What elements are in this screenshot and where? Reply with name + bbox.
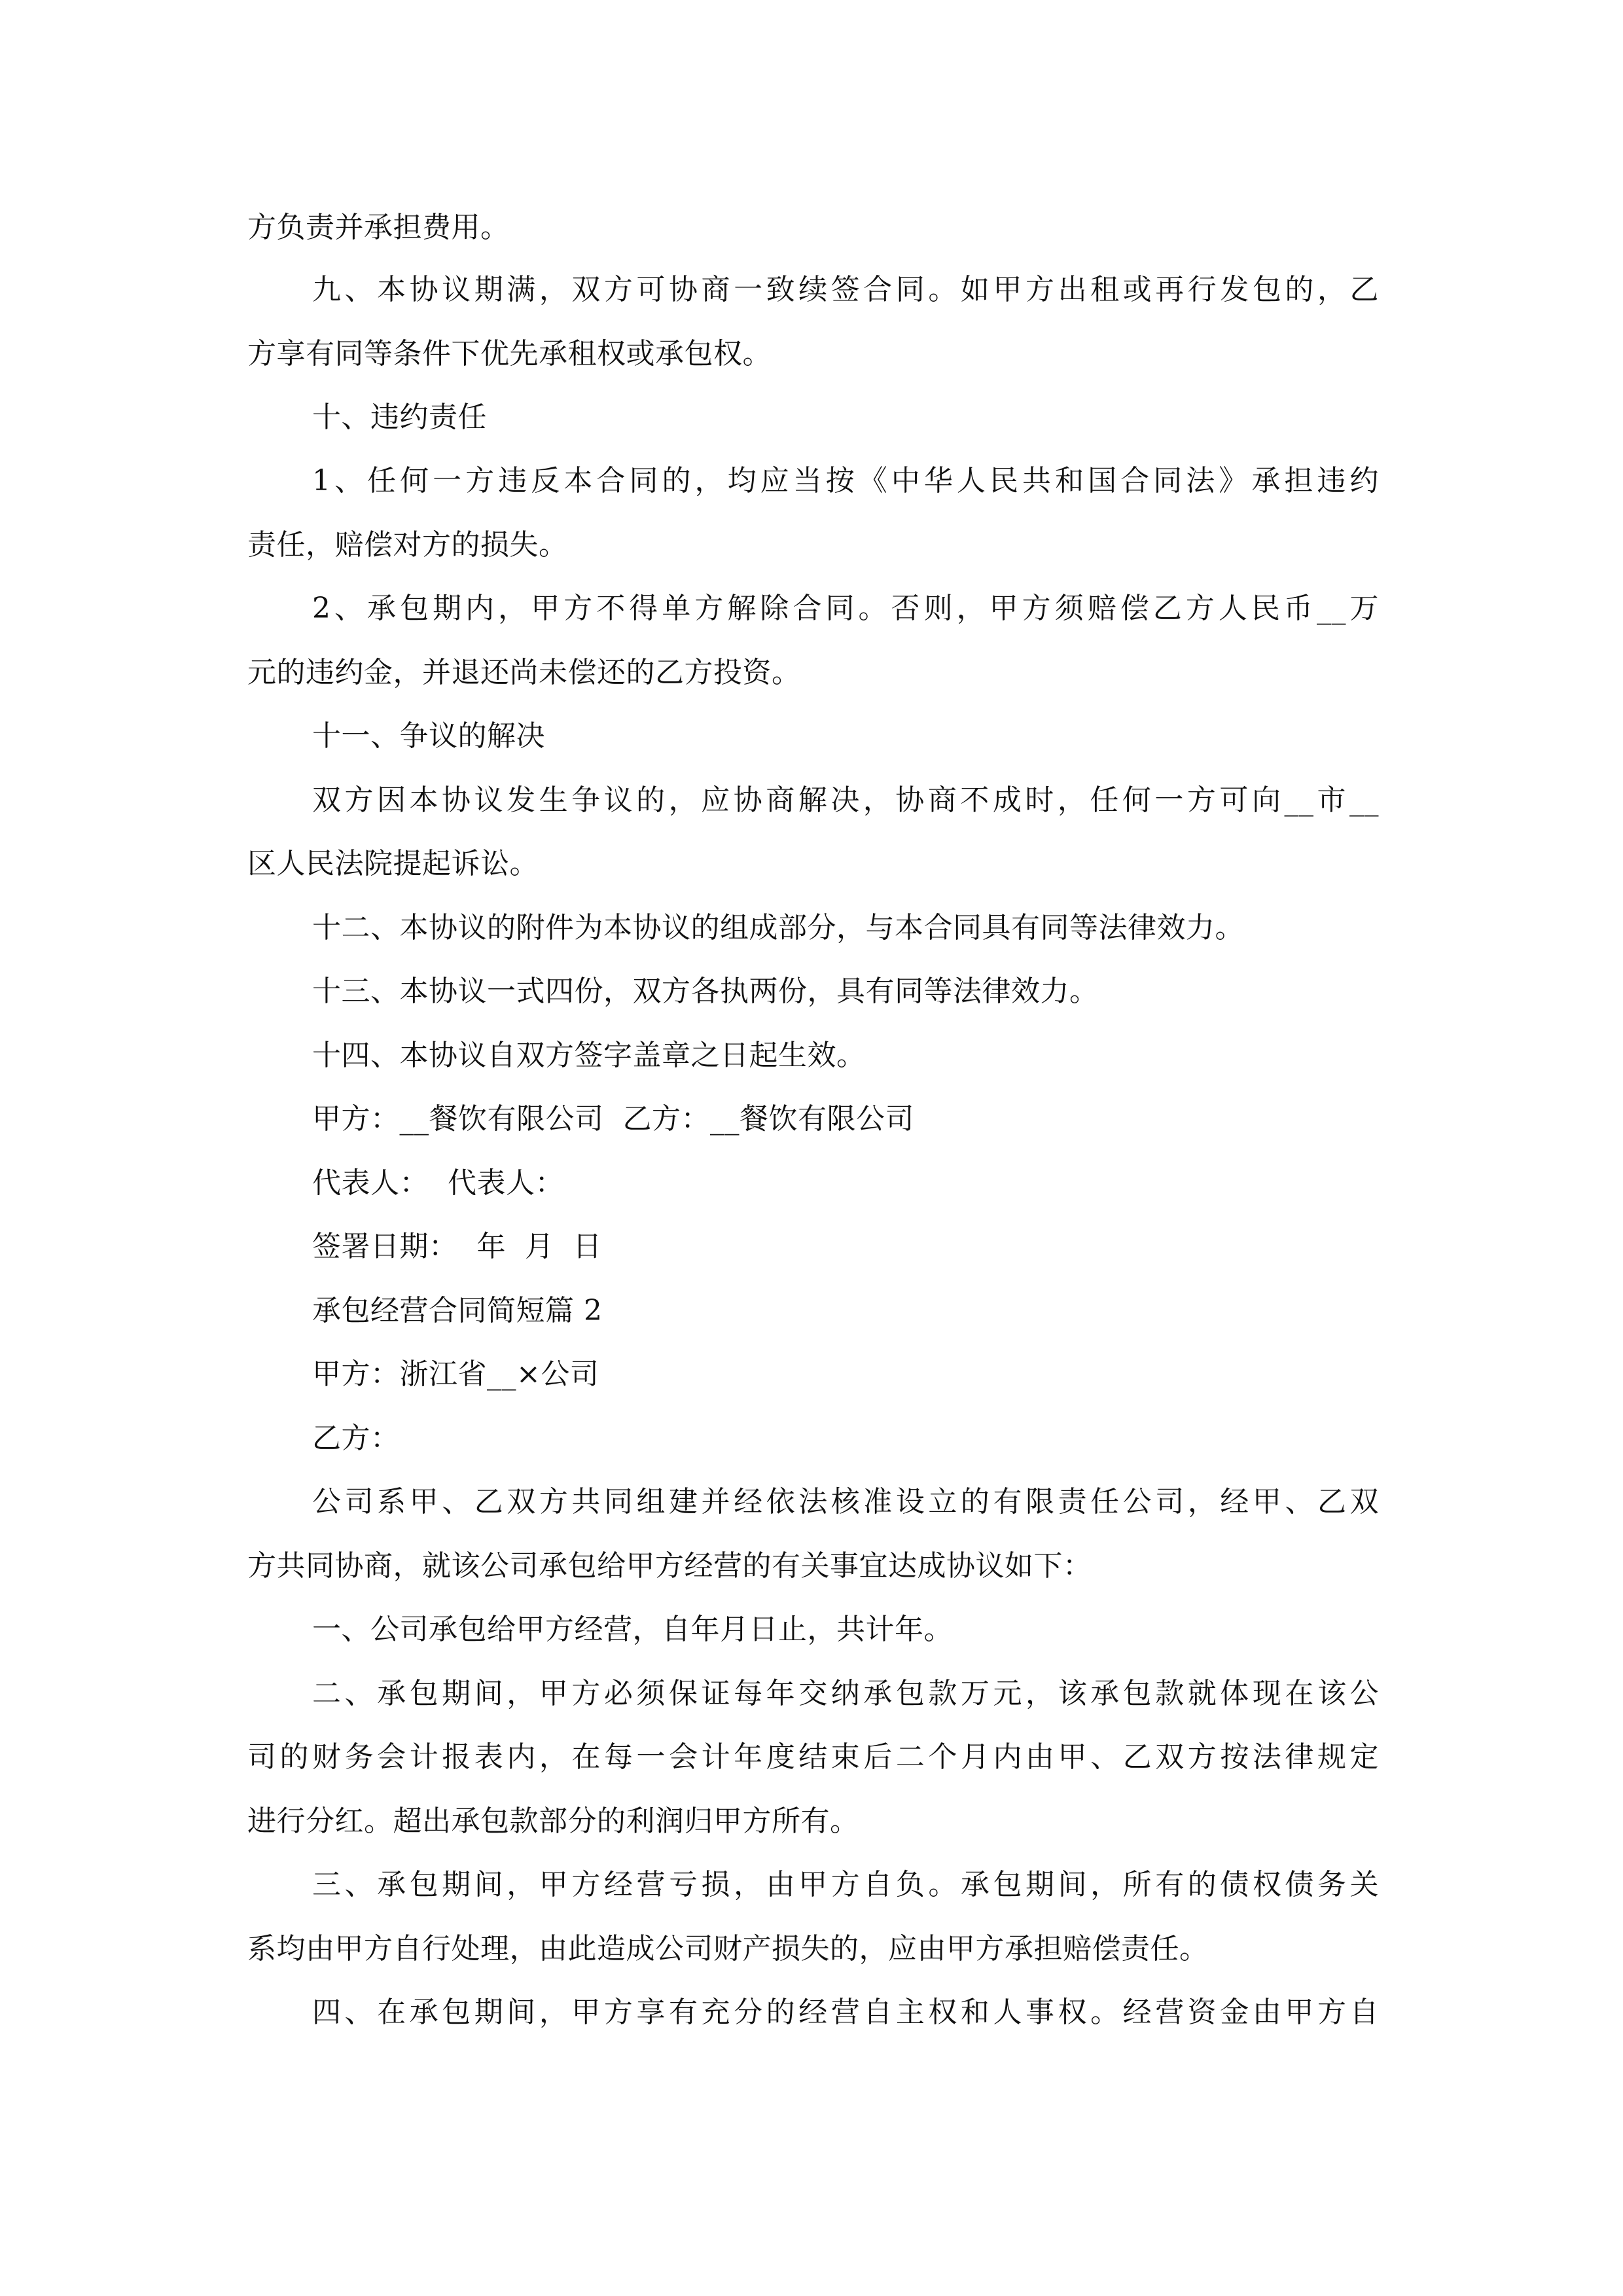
- text-line: 二、承包期间，甲方必须保证每年交纳承包款万元，该承包款就体现在该公: [312, 1677, 1379, 1710]
- text-line: 1、任何一方违反本合同的，均应当按《中华人民共和国合同法》承担违约: [312, 464, 1379, 497]
- text-line: 司的财务会计报表内，在每一会计年度结束后二个月内由甲、乙双方按法律规定: [247, 1740, 1379, 1774]
- party-b: 乙方：: [312, 1422, 400, 1455]
- text-line: 系均由甲方自行处理，由此造成公司财产损失的，应由甲方承担赔偿责任。: [247, 1932, 1209, 1965]
- text-line: 十四、本协议自双方签字盖章之日起生效。: [312, 1039, 866, 1072]
- text-line: 方负责并承担费用。: [247, 211, 510, 244]
- text-line: 区人民法院提起诉讼。: [247, 847, 539, 880]
- text-line: 方享有同等条件下优先承租权或承包权。: [247, 337, 772, 370]
- text-line: 2、承包期内，甲方不得单方解除合同。否则，甲方须赔偿乙方人民币__万: [312, 592, 1379, 625]
- text-line: 三、承包期间，甲方经营亏损，由甲方自负。承包期间，所有的债权债务关: [312, 1868, 1379, 1901]
- text-line: 元的违约金，并退还尚未偿还的乙方投资。: [247, 656, 801, 689]
- text-line: 十三、本协议一式四份，双方各执两份，具有同等法律效力。: [312, 975, 1099, 1008]
- party-a: 甲方：浙江省__×公司: [312, 1357, 599, 1391]
- text-line: 公司系甲、乙双方共同组建并经依法核准设立的有限责任公司，经甲、乙双: [312, 1485, 1379, 1518]
- text-line: 方共同协商，就该公司承包给甲方经营的有关事宜达成协议如下：: [247, 1549, 1092, 1583]
- text-line: 双方因本协议发生争议的，应协商解决，协商不成时，任何一方可向__市__: [312, 783, 1379, 817]
- section-heading: 十、违约责任: [312, 401, 487, 434]
- signing-date: 签署日期： 年 月 日: [312, 1230, 602, 1263]
- text-line: 十二、本协议的附件为本协议的组成部分，与本合同具有同等法律效力。: [312, 911, 1244, 944]
- representatives: 代表人： 代表人：: [312, 1166, 564, 1200]
- text-line: 进行分红。超出承包款部分的利润归甲方所有。: [247, 1804, 859, 1838]
- text-line: 四、在承包期间，甲方享有充分的经营自主权和人事权。经营资金由甲方自: [312, 1996, 1379, 2029]
- text-line: 责任，赔偿对方的损失。: [247, 528, 568, 562]
- signature-parties: 甲方：__餐饮有限公司 乙方：__餐饮有限公司: [312, 1102, 914, 1136]
- section-heading: 十一、争议的解决: [312, 719, 545, 753]
- text-line: 九、本协议期满，双方可协商一致续签合同。如甲方出租或再行发包的，乙: [312, 273, 1379, 306]
- document-subtitle: 承包经营合同简短篇 2: [312, 1294, 603, 1327]
- text-line: 一、公司承包给甲方经营，自年月日止，共计年。: [312, 1613, 953, 1646]
